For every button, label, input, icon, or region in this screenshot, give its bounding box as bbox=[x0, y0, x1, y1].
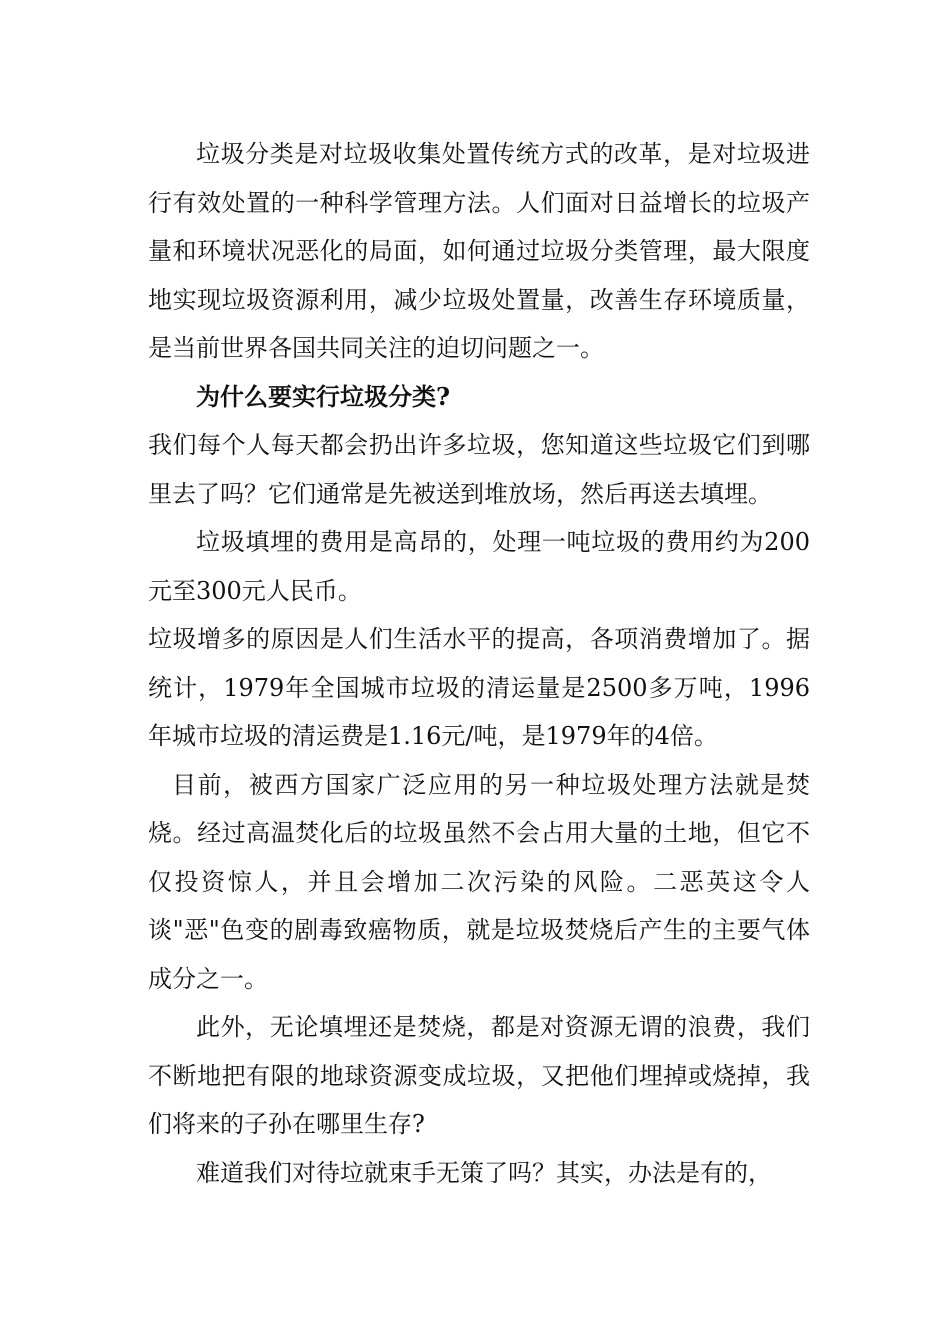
paragraph-where-garbage-goes: 我们每个人每天都会扔出许多垃圾，您知道这些垃圾它们到哪里去了吗？它们通常是先被送到堆放场，然后再送去填埋。 bbox=[148, 431, 810, 508]
section-heading: 为什么要实行垃圾分类? bbox=[196, 381, 451, 411]
paragraph-incineration: 目前，被西方国家广泛应用的另一种垃圾处理方法就是焚烧。经过高温焚化后的垃圾虽然不会占用大量的土地，但它不仅投资惊人，并且会增加二次污染的风险。二恶英这令人谈"恶"色变的剧毒致癌物质，就是垃圾焚烧后产生的主要气体成分之一。 bbox=[148, 770, 810, 993]
paragraph-landfill-cost: 垃圾填埋的费用是高昂的，处理一吨垃圾的费用约为200元至300元人民币。 bbox=[148, 528, 810, 605]
paragraph-solution: 难道我们对待垃就束手无策了吗？其实，办法是有的， bbox=[196, 1158, 772, 1187]
paragraph-waste-of-resources: 此外，无论填埋还是焚烧，都是对资源无谓的浪费，我们不断地把有限的地球资源变成垃圾，又把他们埋掉或烧掉，我们将来的子孙在哪里生存? bbox=[148, 1013, 810, 1138]
document-body bbox=[148, 130, 810, 1197]
paragraph-intro: 垃圾分类是对垃圾收集处置传统方式的改革，是对垃圾进行有效处置的一种科学管理方法。人们面对日益增长的垃圾产量和环境状况恶化的局面，如何通过垃圾分类管理，最大限度地实现垃圾资源利用，减少垃圾处置量，改善生存环境质量，是当前世界各国共同关注的迫切问题之一。 bbox=[148, 140, 810, 362]
paragraph-statistics: 垃圾增多的原因是人们生活水平的提高，各项消费增加了。据统计，1979年全国城市垃圾的清运量是2500多万吨，1996年城市垃圾的清运费是1.16元/吨，是1979年的4倍。 bbox=[148, 625, 810, 750]
